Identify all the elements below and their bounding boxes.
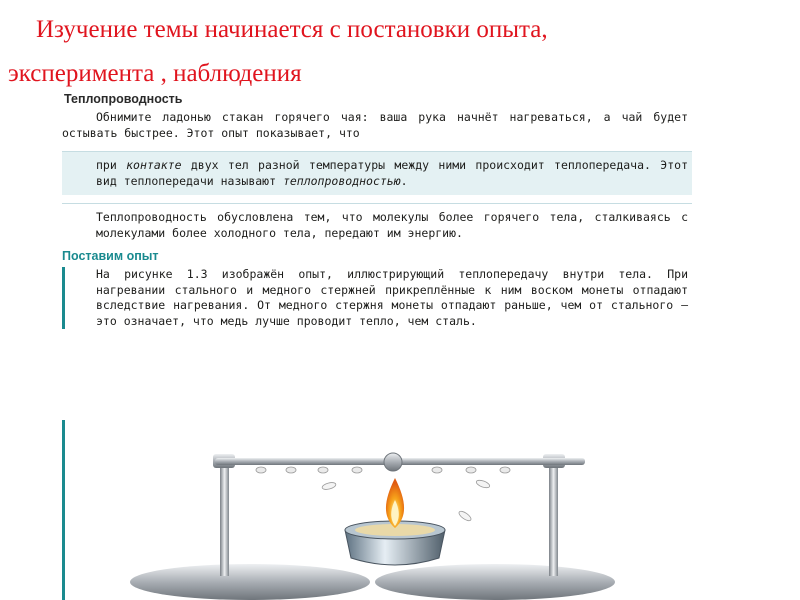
section-heading: Теплопроводность	[64, 92, 183, 106]
divider	[62, 203, 692, 204]
left-base	[130, 564, 370, 600]
experiment-figure	[62, 420, 695, 600]
experiment-paragraph: На рисунке 1.3 изображён опыт, иллюстрирующий теплопередачу внутри тела. При нагревании стального и медного стержней прикреплённые к ним воском монеты отпадают вследствие нагревания. От медного стержня монеты отпадают раньше, чем от стального — это означает, что медь лучше проводит тепло, чем сталь.	[62, 267, 692, 329]
experiment-heading: Поставим опыт	[62, 249, 159, 263]
apparatus-illustration	[65, 420, 695, 600]
rule-text-3: .	[400, 173, 408, 188]
textbook-page	[62, 92, 692, 329]
slide-title-line1: Изучение темы начинается с постановки опыта,	[36, 16, 548, 43]
copper-rod	[395, 458, 585, 465]
right-stand	[549, 458, 558, 576]
left-stand	[220, 458, 229, 576]
rod-joint	[384, 453, 402, 471]
steel-rod	[215, 458, 391, 465]
rule-text-1: при	[96, 158, 127, 172]
definition-box	[62, 151, 692, 195]
rule-term-conduction: теплопроводностью	[282, 173, 401, 188]
intro-paragraph	[62, 110, 692, 141]
intro-text: Обнимите ладонью стакан горячего чая: ваша рука начнёт нагреваться, а чай будет остывать быстрее. Этот опыт показывает, что	[62, 110, 688, 140]
slide-title-line2: эксперимента , наблюдения	[8, 60, 302, 87]
slide-title	[8, 8, 788, 96]
right-base	[375, 564, 615, 600]
rule-term-contact: контакте	[126, 158, 182, 172]
falling-coins	[321, 479, 490, 523]
explanation-paragraph: Теплопроводность обусловлена тем, что молекулы более горячего тела, сталкиваясь с молекулами более холодного тела, передают им энергию.	[96, 210, 688, 240]
rule-text-2: двух тел разной температуры между ними происходит теплопередача. Этот вид теплопередачи называют	[96, 158, 688, 188]
